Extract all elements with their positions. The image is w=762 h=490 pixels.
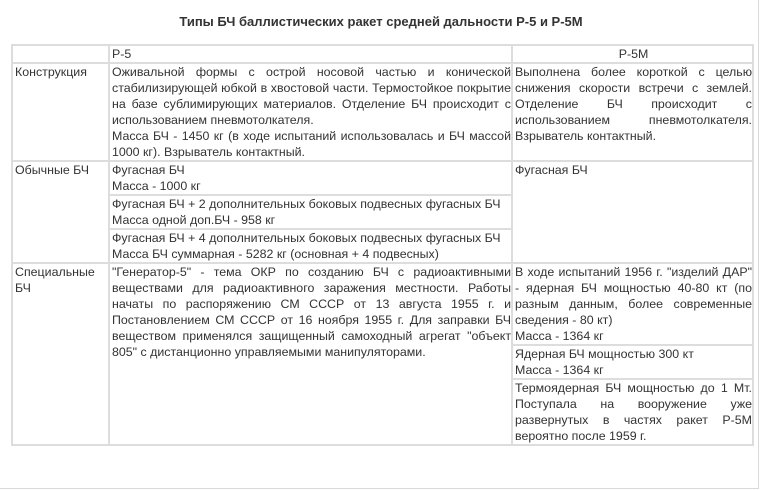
conventional-item-cell [109, 229, 512, 263]
conventional-item-cell [109, 161, 512, 195]
conventional-item-type: Фугасная БЧ + 2 дополнительных боковых подвесных фугасных БЧ [112, 197, 501, 211]
header-empty-cell [12, 45, 109, 63]
special-p5m-cell [512, 379, 753, 445]
conventional-item-mass: Масса одной доп.БЧ - 958 кг [112, 213, 276, 227]
header-p5: Р-5 [109, 45, 512, 63]
conventional-item-mass: Масса БЧ суммарная - 5282 кг (основная + 4 подвесных) [112, 247, 439, 261]
special-p5m-cell [512, 345, 753, 379]
conventional-p5m-cell: Фугасная БЧ [512, 161, 753, 263]
page-title: Типы БЧ баллистических ракет средней дальности Р-5 и Р-5М [179, 14, 583, 29]
row-label-conventional: Обычные БЧ [12, 161, 109, 263]
construction-p5m-cell: Выполнена более короткой с целью снижения скорости встречи с землей. Отделение БЧ происходит с использованием пневмотолкателя. Взрыватель контактный. [512, 63, 753, 161]
special-p5-cell: "Генератор-5" - тема ОКР по созданию БЧ с радиоактивными веществами для радиоактивного заражения местности. Работы начаты по распоряжению СМ СССР от 13 августа 1955 г. и Постановлением СМ СССР от 16 ноября 1955 г. Для заправки БЧ веществом применялся защищенный самоходный агрегат "объект 805" с дистанционно управляемыми манипуляторами. [109, 263, 512, 445]
conventional-item-type: Фугасная БЧ [112, 163, 185, 177]
special-p5m-text: Термоядерная БЧ мощностью до 1 Мт. Поступала на вооружение уже развернутых в частях ракет Р-5М вероятно после 1959 г. [515, 381, 752, 443]
special-p5m-cell [512, 263, 753, 345]
conventional-item-type: Фугасная БЧ + 4 дополнительных боковых подвесных фугасных БЧ [112, 231, 501, 245]
table-row [12, 161, 753, 195]
construction-p5-text: Оживальной формы с острой носовой частью и конической стабилизирующей юбкой в хвостовой части. Термостойкое покрытие на базе сублимирующих материалов. Отделение БЧ происходит с использованием пневмотолкателя. [112, 65, 511, 127]
conventional-item-cell [109, 195, 512, 229]
construction-p5-mass: Масса БЧ - 1450 кг (в ходе испытаний использовалась и БЧ массой 1000 кг). Взрыватель контактный. [112, 129, 511, 159]
table-row [12, 63, 753, 161]
table-row [12, 263, 753, 345]
special-p5m-text: Ядерная БЧ мощностью 300 кт [515, 347, 694, 361]
row-label-special: Специальные БЧ [12, 263, 109, 445]
special-p5m-mass: Масса - 1364 кг [515, 363, 604, 377]
special-p5m-text: В ходе испытаний 1956 г. "изделий ДАР" - ядерная БЧ мощностью 40-80 кт (по разным данным, более современные сведения - 80 кт) [515, 265, 752, 327]
conventional-item-mass: Масса - 1000 кг [112, 179, 201, 193]
warhead-table [11, 44, 754, 446]
row-label-construction: Конструкция [12, 63, 109, 161]
header-p5m: Р-5М [512, 45, 753, 63]
construction-p5-cell [109, 63, 512, 161]
special-p5m-mass: Масса - 1364 кг [515, 329, 604, 343]
table-header-row [12, 45, 753, 63]
